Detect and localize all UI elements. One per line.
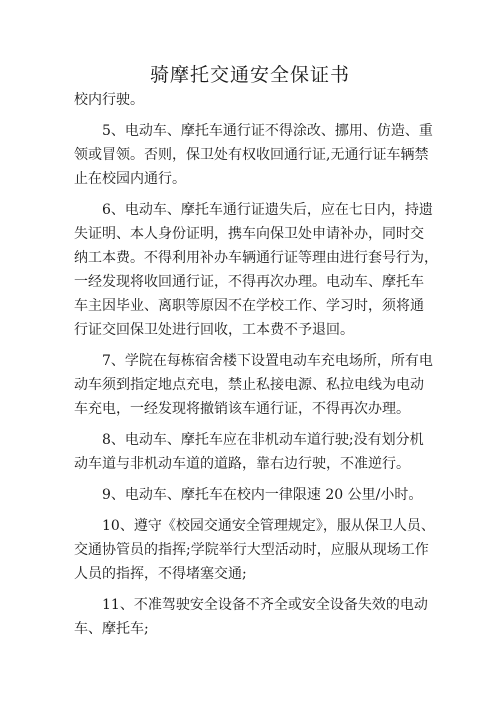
- text-line: 失证明、本人身份证明，携车向保卫处申请补办，同时交: [74, 226, 424, 242]
- text-line: 车、摩托车;: [74, 621, 149, 637]
- text-line: 10、遵守《校园交通安全管理规定》，服从保卫人员、: [102, 518, 435, 534]
- paragraph-rule-6: [74, 198, 438, 342]
- document-body: [74, 88, 438, 648]
- paragraph-rule-10: [74, 514, 435, 586]
- paragraph-rule-7: [74, 349, 433, 421]
- text-line: 一经发现将收回通行证，不得再次办理。电动车、摩托车: [74, 274, 424, 290]
- text-line: 纳工本费。不得利用补办车辆通行证等理由进行套号行为，: [74, 250, 438, 266]
- text-line: 领或冒领。否则，保卫处有权收回通行证,无通行证车辆禁: [74, 147, 429, 163]
- text-line: 5、电动车、摩托车通行证不得涂改、挪用、仿造、重: [102, 123, 433, 139]
- paragraph-rule-5: [74, 119, 433, 191]
- text-line: 6、电动车、摩托车通行证遗失后，应在七日内，持遗: [102, 202, 433, 218]
- text-line: 车充电，一经发现将撤销该车通行证，不得再次办理。: [74, 401, 410, 417]
- text-line: 9、电动车、摩托车在校内一律限速 20 公里/小时。: [102, 487, 423, 503]
- text-line: 车主因毕业、离职等原因不在学校工作、学习时，须将通: [74, 298, 424, 314]
- text-line: 动车须到指定地点充电，禁止私接电源、私拉电线为电动: [74, 377, 424, 393]
- paragraph-rule-8: [74, 428, 430, 476]
- text-line: 校内行驶。: [74, 92, 144, 108]
- paragraph-rule-9: [74, 483, 430, 507]
- text-line: 11、不准驾驶安全设备不齐全或安全设备失效的电动: [102, 597, 428, 613]
- document-title: 骑摩托交通安全保证书: [149, 64, 350, 86]
- paragraph-continuation: [74, 88, 430, 112]
- text-line: 动车道与非机动车道的道路，靠右边行驶，不准逆行。: [74, 456, 410, 472]
- text-line: 行证交回保卫处进行回收，工本费不予退回。: [74, 322, 354, 338]
- text-line: 人员的指挥，不得堵塞交通;: [74, 566, 247, 582]
- text-line: 7、学院在每栋宿舍楼下设置电动车充电场所，所有电: [102, 353, 433, 369]
- text-line: 止在校园内通行。: [74, 171, 186, 187]
- text-line: 8、电动车、摩托车应在非机动车道行驶;没有划分机: [102, 432, 424, 448]
- paragraph-rule-11: [74, 593, 430, 641]
- text-line: 交通协管员的指挥;学院举行大型活动时，应服从现场工作: [74, 542, 429, 558]
